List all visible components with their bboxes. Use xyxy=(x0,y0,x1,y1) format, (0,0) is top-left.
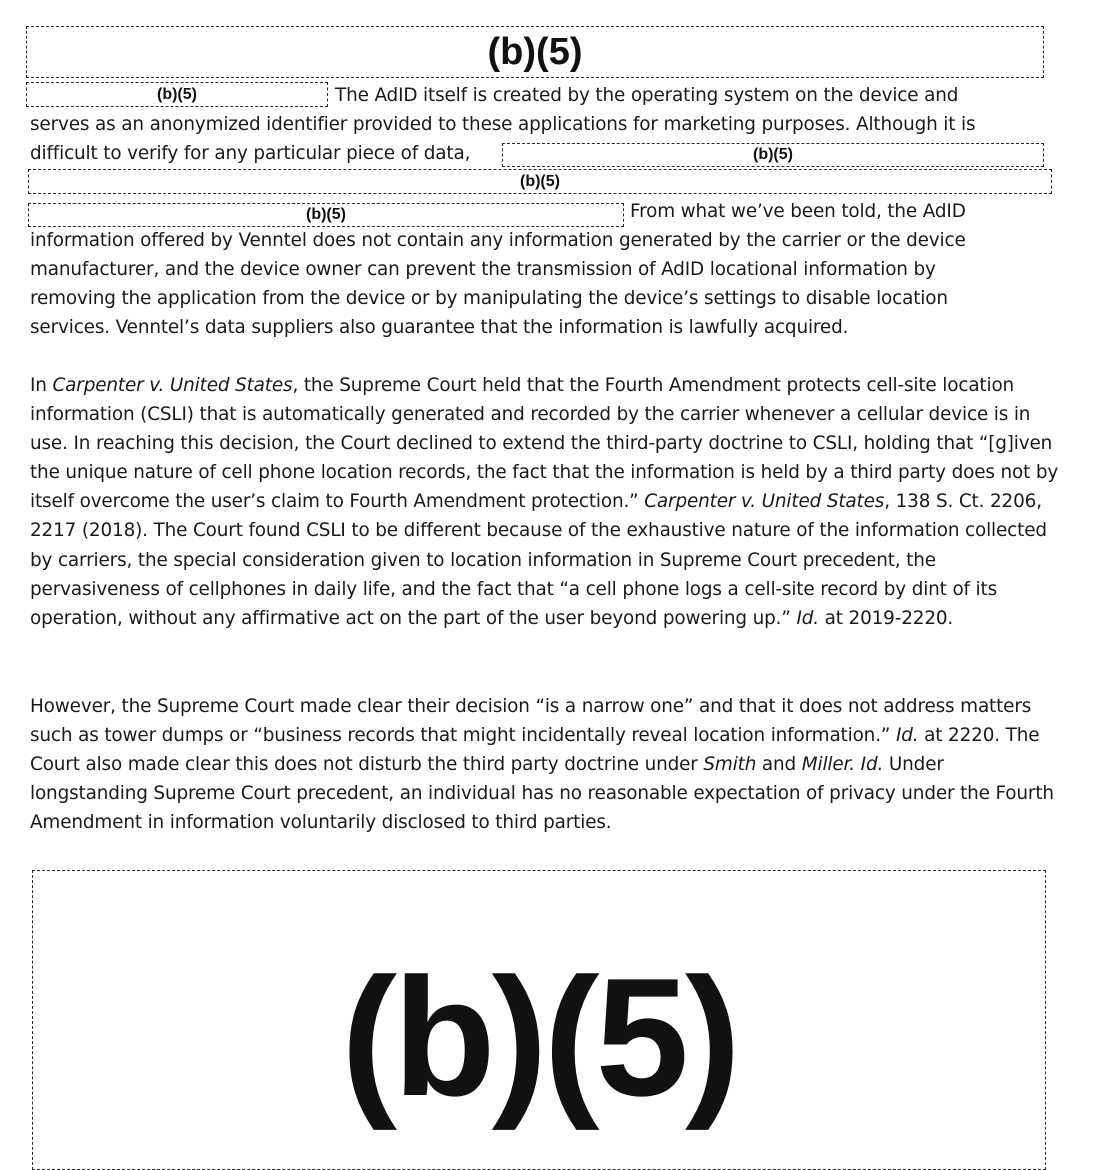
redaction-label: (b)(5) xyxy=(157,85,197,103)
text-line-7: manufacturer, and the device owner can prevent the transmission of AdID locational information by xyxy=(30,259,936,280)
redaction-box-line5 xyxy=(28,203,624,227)
case-citation: Smith xyxy=(703,754,757,776)
text-line-5: From what we’ve been told, the AdID xyxy=(630,201,966,222)
redaction-box-line1 xyxy=(26,82,328,107)
text-line-3: difficult to verify for any particular piece of data, xyxy=(30,143,471,164)
text-line-8: removing the application from the device or by manipulating the device’s settings to disable location xyxy=(30,288,948,309)
redaction-label: (b)(5) xyxy=(306,206,346,223)
redaction-box-header xyxy=(26,26,1044,78)
redaction-label: (b)(5) xyxy=(341,943,737,1131)
redaction-label: (b)(5) xyxy=(487,31,583,73)
text-run: In xyxy=(30,375,53,396)
text-run: at 2019-2220. xyxy=(818,607,954,629)
redaction-box-line4 xyxy=(28,169,1052,194)
id-citation: Id. xyxy=(895,725,919,747)
text-line-1: The AdID itself is created by the operating system on the device and xyxy=(335,85,959,106)
id-citation: Id. xyxy=(796,607,819,629)
text-line-6: information offered by Venntel does not contain any information generated by the carrier or the device xyxy=(30,230,966,251)
text-line-9: services. Venntel’s data suppliers also guarantee that the information is lawfully acquired. xyxy=(30,317,849,338)
redaction-box-line3 xyxy=(502,143,1044,167)
redaction-label: (b)(5) xyxy=(753,146,793,163)
id-citation: Id. xyxy=(860,754,884,776)
text-run: Under longstanding Supreme Court precedent, an individual has no reasonable expectation of privacy under the Fourth Amendment in information voluntarily disclosed to third parties. xyxy=(30,754,1054,834)
redaction-label: (b)(5) xyxy=(520,172,560,190)
text-line-2: serves as an anonymized identifier provided to these applications for marketing purposes. Although it is xyxy=(30,114,976,135)
case-citation: Carpenter v. United States xyxy=(644,491,885,513)
text-run: However, the Supreme Court made clear their decision “is a narrow one” and that it does not address matters such as tower dumps or “business records that might incidentally reveal location information.” xyxy=(30,696,1032,747)
text-run: , the Supreme Court held that the Fourth Amendment protects cell-site location information (CSLI) that is automatically generated and recorded by the carrier whenever a cellular device is in use. In reaching this decision, the Court declined to extend the third-party doctrine to CSLI, holding that “[g]iven the unique nature of cell phone location records, the fact that the information is held by a third party does not by itself overcome the user’s claim to Fourth Amendment protection.” xyxy=(30,375,1059,513)
paragraph-carpenter xyxy=(30,371,1060,633)
text-run: and xyxy=(756,754,802,776)
case-citation: Miller. xyxy=(801,754,855,776)
paragraph-narrow-decision xyxy=(30,692,1060,837)
text-run: , 138 S. Ct. 2206, 2217 (2018). The Court found CSLI to be different because of the exhaustive nature of the information collected by carriers, the special consideration given to location information in Supreme Court precedent, the pervasiveness of cellphones in daily life, and the fact that “a cell phone logs a cell-site record by dint of its operation, without any affirmative act on the part of the user beyond powering up.” xyxy=(30,491,1047,629)
text-run: at 2220. The Court also made clear this does not disturb the third party doctrine under xyxy=(30,725,1040,776)
redaction-box-bottom xyxy=(32,870,1046,1170)
case-citation: Carpenter v. United States xyxy=(52,375,293,396)
